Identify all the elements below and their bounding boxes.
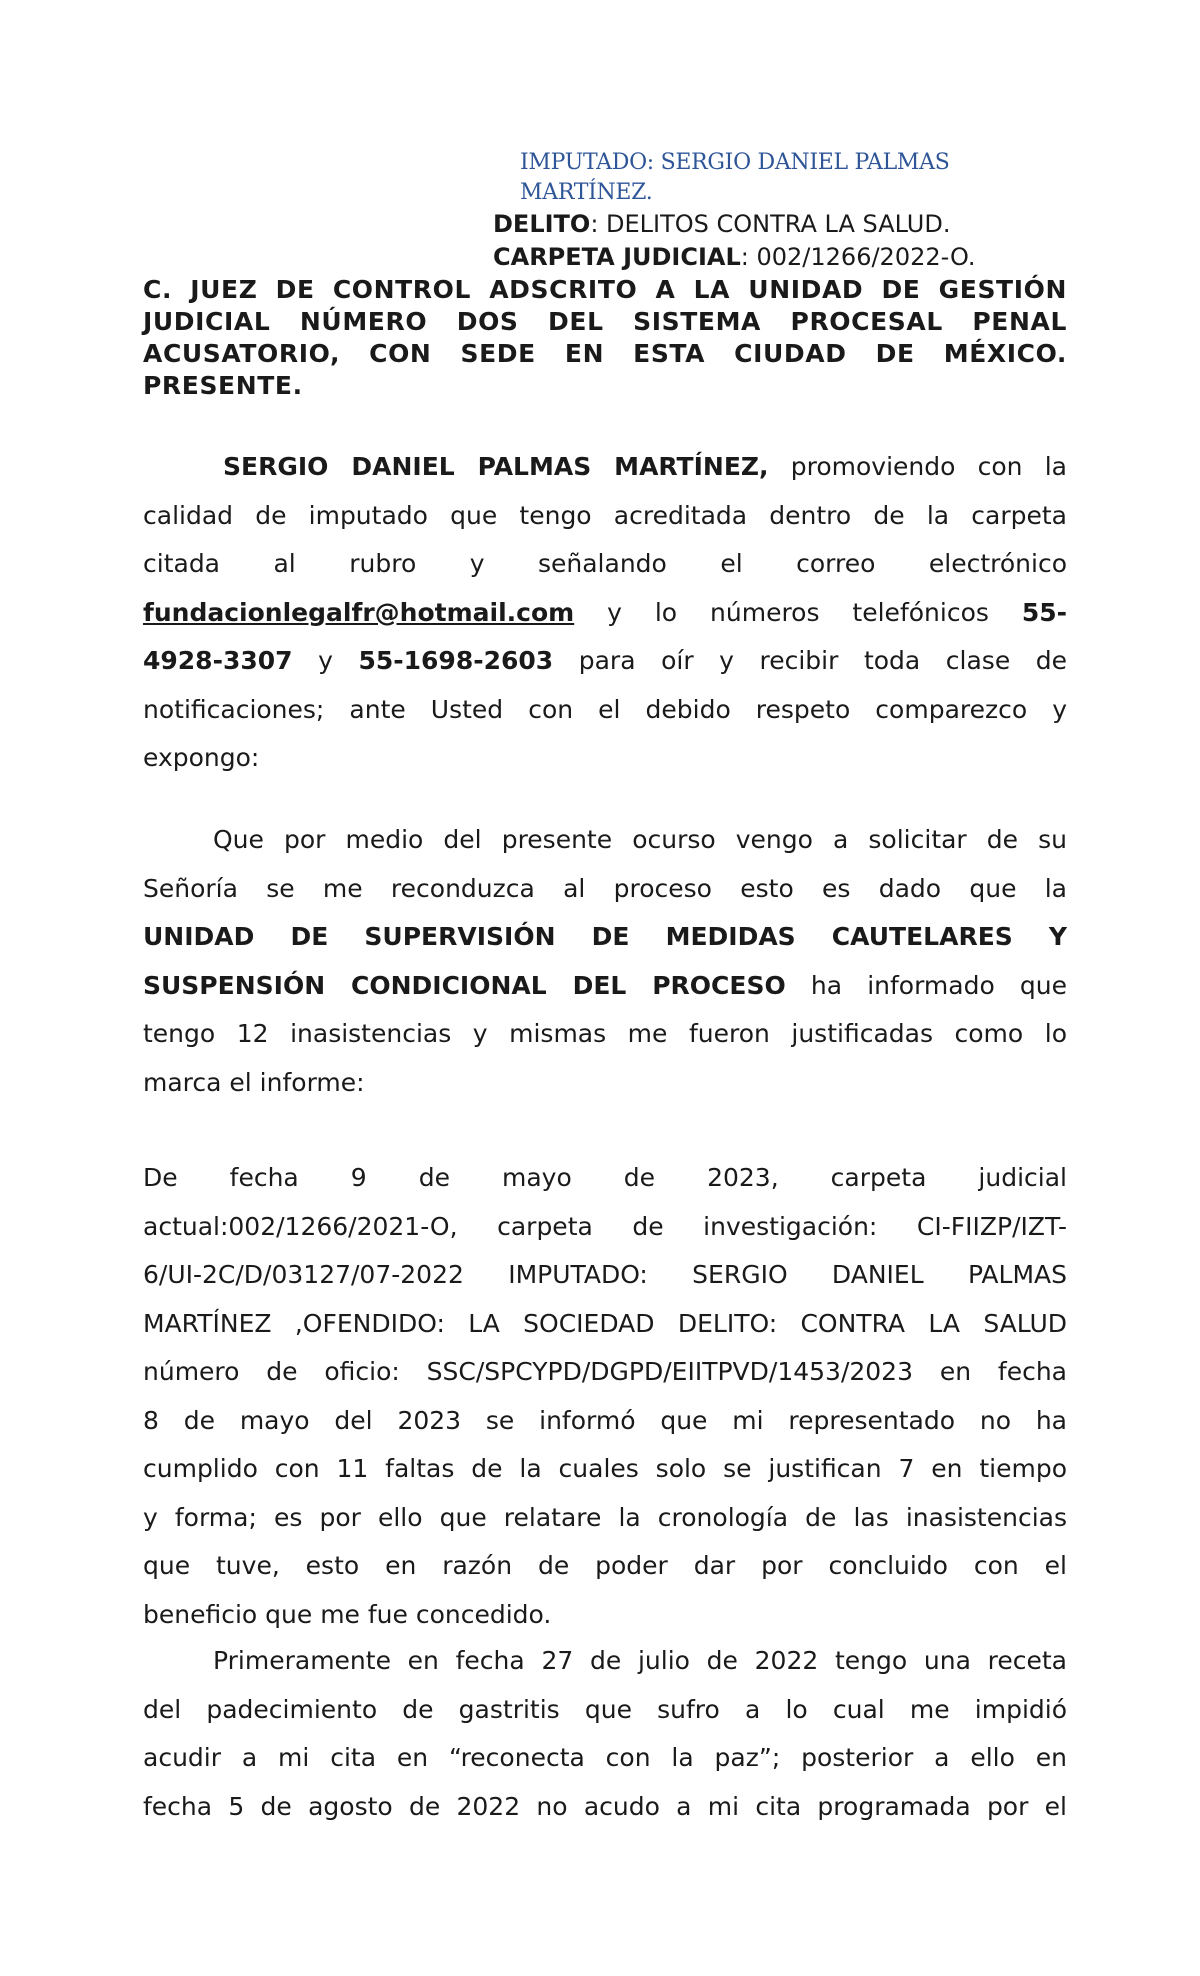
paragraph-line: Señoría se me reconduzca al proceso esto es dado que la	[143, 873, 1067, 903]
paragraph-line: 8 de mayo del 2023 se informó que mi representado no ha	[143, 1405, 1067, 1435]
paragraph-line: beneficio que me fue concedido.	[143, 1599, 552, 1629]
paragraph-line: acudir a mi cita en “reconecta con la paz”; posterior a ello en	[143, 1743, 1067, 1772]
paragraph-line: 4928-3307 y 55-1698-2603 para oír y recibir toda clase de	[143, 646, 1067, 675]
paragraph-line: Que por medio del presente ocurso vengo a solicitar de su	[213, 825, 1067, 854]
paragraph-report	[143, 1154, 1067, 1639]
delito-line	[493, 208, 1073, 241]
paragraph-line: MARTÍNEZ ,OFENDIDO: LA SOCIEDAD DELITO: CONTRA LA SALUD	[143, 1308, 1067, 1338]
delito-value: : DELITOS CONTRA LA SALUD.	[590, 210, 951, 238]
paragraph-line: SERGIO DANIEL PALMAS MARTÍNEZ, promoviendo con la	[223, 452, 1067, 481]
phone-number: 55-1698-2603	[358, 646, 554, 675]
paragraph-line: citada al rubro y señalando el correo electrónico	[143, 549, 1067, 578]
delito-label: DELITO	[493, 210, 591, 238]
paragraph-line: SUSPENSIÓN CONDICIONAL DEL PROCESO ha informado que	[143, 970, 1067, 1000]
paragraph-line: De fecha 9 de mayo de 2023, carpeta judicial	[143, 1163, 1067, 1192]
phone-number: 55-	[1021, 597, 1068, 627]
paragraph-line: UNIDAD DE SUPERVISIÓN DE MEDIDAS CAUTELARES Y	[143, 922, 1067, 951]
paragraph-line: marca el informe:	[143, 1067, 365, 1097]
carpeta-label: CARPETA JUDICIAL	[493, 243, 741, 271]
paragraph-line: 6/UI-2C/D/03127/07-2022 IMPUTADO: SERGIO DANIEL PALMAS	[143, 1260, 1067, 1289]
paragraph-line: del padecimiento de gastritis que sufro a lo cual me impidió	[143, 1694, 1067, 1724]
addressee-line: ACUSATORIO, CON SEDE EN ESTA CIUDAD DE MÉXICO.	[143, 339, 1067, 368]
paragraph-chronology	[143, 1637, 1067, 1831]
paragraph-line: fecha 5 de agosto de 2022 no acudo a mi cita programada por el	[143, 1791, 1067, 1821]
addressee-line: JUDICIAL NÚMERO DOS DEL SISTEMA PROCESAL PENAL	[143, 307, 1067, 336]
carpeta-line	[493, 241, 1073, 274]
paragraph-line: cumplido con 11 faltas de la cuales solo se justifican 7 en tiempo	[143, 1454, 1067, 1483]
paragraph-line: expongo:	[143, 743, 260, 772]
paragraph-line: Primeramente en fecha 27 de julio de 2022 tengo una receta	[213, 1646, 1067, 1675]
paragraph-line: actual:002/1266/2021-O, carpeta de investigación: CI-FIIZP/IZT-	[143, 1211, 1067, 1241]
imputado-line: IMPUTADO: SERGIO DANIEL PALMAS MARTÍNEZ.	[520, 150, 950, 205]
paragraph-line: calidad de imputado que tengo acreditada dentro de la carpeta	[143, 500, 1067, 530]
paragraph-line: que tuve, esto en razón de poder dar por concluido con el	[143, 1551, 1067, 1580]
paragraph-request	[143, 816, 1067, 1107]
paragraph-introduction	[143, 443, 1067, 783]
promovente-name: SERGIO DANIEL PALMAS MARTÍNEZ,	[223, 452, 769, 481]
addressee-line: C. JUEZ DE CONTROL ADSCRITO A LA UNIDAD DE GESTIÓN	[143, 275, 1067, 304]
paragraph-line: número de oficio: SSC/SPCYPD/DGPD/EIITPVD/1453/2023 en fecha	[143, 1357, 1067, 1386]
paragraph-line: fundacionlegalfr@hotmail.com y lo números telefónicos 55-	[143, 597, 1068, 627]
addressee-line: PRESENTE.	[143, 371, 303, 400]
email-link[interactable]: fundacionlegalfr@hotmail.com	[143, 597, 575, 627]
paragraph-line: notificaciones; ante Usted con el debido respeto comparezco y	[143, 694, 1067, 724]
addressee-block	[143, 274, 1067, 402]
phone-number: 4928-3307	[143, 646, 293, 675]
carpeta-value: : 002/1266/2022-O.	[740, 243, 976, 271]
case-header	[493, 148, 1073, 274]
paragraph-line: y forma; es por ello que relatare la cronología de las inasistencias	[143, 1502, 1067, 1532]
paragraph-line: tengo 12 inasistencias y mismas me fueron justificadas como lo	[143, 1019, 1067, 1048]
